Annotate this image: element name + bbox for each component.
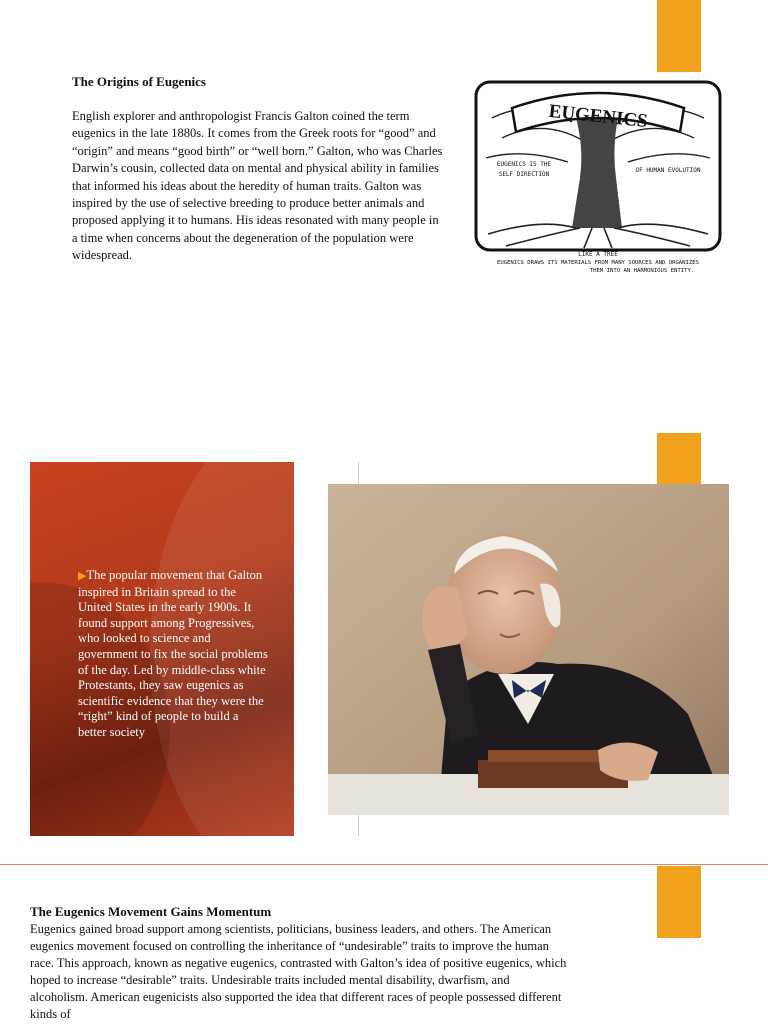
emblem-left-text: EUGENICS IS THE bbox=[496, 161, 552, 168]
emblem-caption: LIKE A TREE bbox=[578, 251, 618, 258]
section-paragraph: English explorer and anthropologist Francis Galton coined the term eugenics in the late 1880s. It comes from the Greek roots for “good” and “origin” and means “good birth” or “well born.” Galton, who was Charles Darwin’s cousin, collected data on mental and physical ability in families that informed his ideas about the heredity of human traits. Galton was inspired by the use of selective breeding to produce better animals and proposed applying it to humans. His ideas resonated with many people in a time when concerns about the degeneration of the population were widespread. bbox=[72, 109, 443, 263]
slide-text-body: The popular movement that Galton inspired in Britain spread to the United States in the early 1900s. It found support among Progressives, who looked to science and government to fix the social problems of the day. Led by middle-class white Protestants, they saw eugenics as scientific evidence that they were the “right” kind of people to build a better society bbox=[78, 568, 268, 739]
slide-bullet-text bbox=[78, 568, 268, 741]
emblem-banner-text: EUGENICS bbox=[547, 100, 649, 133]
section-heading: The Origins of Eugenics bbox=[72, 74, 206, 89]
emblem-caption: EUGENICS DRAWS ITS MATERIALS FROM MANY SOURCES AND ORGANIZES bbox=[496, 260, 700, 266]
section-heading: The Eugenics Movement Gains Momentum bbox=[30, 904, 272, 919]
emblem-left-text: SELF DIRECTION bbox=[498, 171, 550, 178]
section-paragraph: Eugenics gained broad support among scientists, politicians, business leaders, and others. The American eugenics movement focused on controlling the inheritance of “undesirable” traits to improve the human race. This approach, known as negative eugenics, contrasted with Galton’s idea of positive eugenics, which hoped to increase “desirable” traits. Undesirable traits included mental disability, dwarfism, and alcoholism. American eugenicists also supported the idea that different races of people possessed different kinds of bbox=[30, 922, 567, 1021]
emblem-caption: THEM INTO AN HARMONIOUS ENTITY. bbox=[589, 268, 695, 274]
galton-portrait-image bbox=[328, 484, 729, 815]
slide-panel bbox=[30, 462, 294, 836]
orange-tab-marker bbox=[657, 866, 701, 938]
bullet-arrow-icon: ▶ bbox=[78, 570, 87, 582]
emblem-right-text: OF HUMAN EVOLUTION bbox=[635, 167, 701, 174]
horizontal-divider bbox=[0, 864, 768, 865]
eugenics-tree-emblem bbox=[472, 78, 724, 276]
orange-tab-marker bbox=[657, 0, 701, 72]
